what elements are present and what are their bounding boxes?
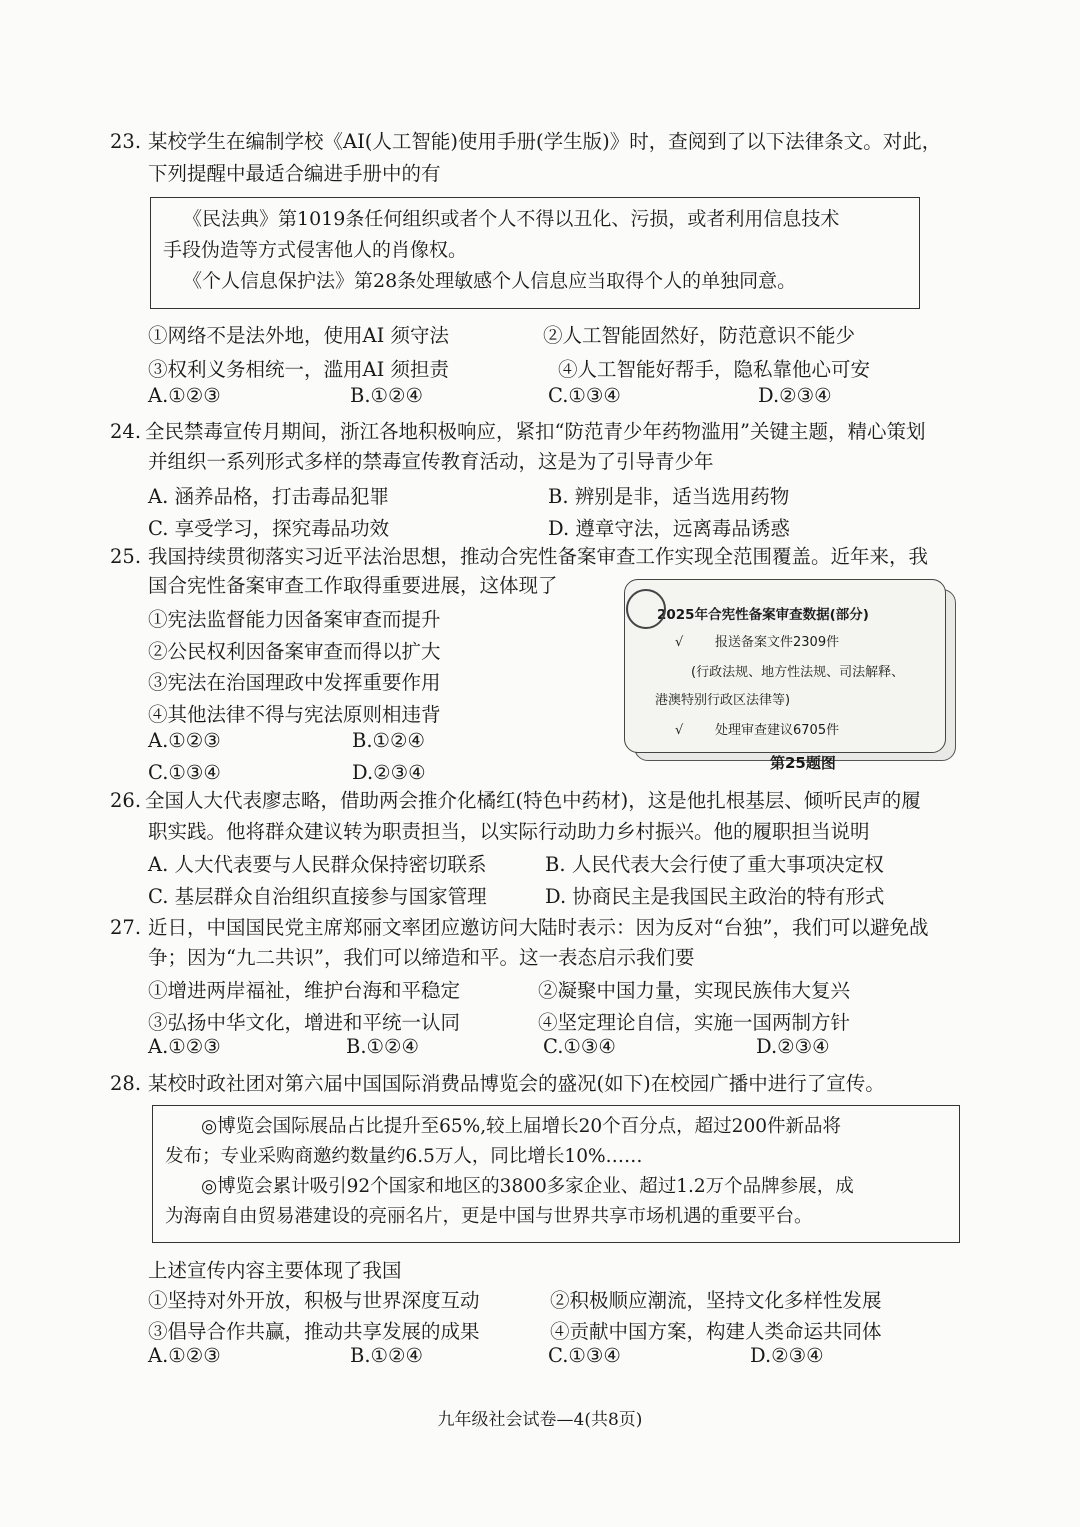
statement-item: ④其他法律不得与宪法原则相违背: [148, 703, 441, 726]
statement-item: ③弘扬中华文化，增进和平统一认同: [148, 1011, 461, 1034]
statement-item: ③权利义务相统一，滥用AI 须担责: [148, 358, 449, 381]
question-stem: 并组织一系列形式多样的禁毒宣传教育活动，这是为了引导青少年: [148, 450, 714, 473]
expo-text-line: 为海南自由贸易港建设的亮丽名片，更是中国与世界共享市场机遇的重要平台。: [165, 1206, 813, 1227]
statement-item: ④人工智能好帮手，隐私靠他心可安: [558, 358, 871, 381]
question-number: 28.: [110, 1072, 142, 1095]
choice-d[interactable]: D.②③④: [756, 1035, 830, 1058]
choice-a[interactable]: A. 人大代表要与人民群众保持密切联系: [148, 853, 487, 876]
choice-c[interactable]: C.①③④: [148, 761, 221, 784]
card-row: 处理审查建议6705件: [715, 723, 840, 738]
statement-item: ①坚持对外开放，积极与世界深度互动: [148, 1289, 480, 1312]
data-card-figure: [620, 575, 960, 780]
statement-item: ④贡献中国方案，构建人类命运共同体: [550, 1320, 882, 1343]
question-stem: 近日，中国国民党主席郑丽文率团应邀访问大陆时表示：因为反对“台独”，我们可以避免战: [148, 916, 929, 939]
question-stem: 某校时政社团对第六届中国国际消费品博览会的盛况(如下)在校园广播中进行了宣传。: [148, 1072, 885, 1095]
statement-item: ③宪法在治国理政中发挥重要作用: [148, 671, 441, 694]
choice-d[interactable]: D.②③④: [352, 761, 426, 784]
statement-item: ②积极顺应潮流，坚持文化多样性发展: [550, 1289, 882, 1312]
expo-text-box: [152, 1105, 960, 1243]
check-icon: √: [675, 635, 684, 650]
question-number: 23.: [110, 130, 142, 153]
page-footer: 九年级社会试卷—4(共8页): [437, 1410, 643, 1430]
choice-a[interactable]: A.①②③: [148, 1035, 221, 1058]
binder-ring-icon: [626, 589, 666, 629]
expo-text-line: 发布；专业采购商邀约数量约6.5万人，同比增长10%……: [165, 1146, 643, 1167]
question-stem: 下列提醒中最适合编进手册中的有: [148, 162, 441, 185]
choice-b[interactable]: B.①②④: [352, 729, 425, 752]
law-text-line: 《个人信息保护法》第28条处理敏感个人信息应当取得个人的单独同意。: [183, 270, 797, 292]
question-stem: 争；因为“九二共识”，我们可以缔造和平。这一表态启示我们要: [148, 946, 695, 969]
law-text-line: 《民法典》第1019条任何组织或者个人不得以丑化、污损，或者利用信息技术: [183, 208, 840, 230]
choice-a[interactable]: A.①②③: [148, 1344, 221, 1367]
choice-d[interactable]: D.②③④: [758, 384, 832, 407]
statement-item: ①网络不是法外地，使用AI 须守法: [148, 324, 449, 347]
choice-c[interactable]: C.①③④: [548, 1344, 621, 1367]
question-stem: 某校学生在编制学校《AI(人工智能)使用手册(学生版)》时，查阅到了以下法律条文。对此，: [148, 130, 942, 153]
choice-c[interactable]: C. 享受学习，探究毒品功效: [148, 517, 390, 540]
choice-c[interactable]: C.①③④: [543, 1035, 616, 1058]
card-row: 报送备案文件2309件: [715, 635, 840, 650]
data-card: [624, 579, 946, 753]
choice-a[interactable]: A. 涵养品格，打击毒品犯罪: [148, 485, 389, 508]
check-icon: √: [675, 723, 684, 738]
choice-b[interactable]: B.①②④: [346, 1035, 419, 1058]
statement-item: ④坚定理论自信，实施一国两制方针: [538, 1011, 851, 1034]
statement-item: ①宪法监督能力因备案审查而提升: [148, 608, 441, 631]
law-text-box: [150, 197, 920, 309]
question-stem: 全国人大代表廖志略，借助两会推介化橘红(特色中药材)，这是他扎根基层、倾听民声的履: [145, 789, 921, 812]
choice-d[interactable]: D. 遵章守法，远离毒品诱惑: [548, 517, 790, 540]
question-number: 27.: [110, 916, 142, 939]
choice-b[interactable]: B. 人民代表大会行使了重大事项决定权: [545, 853, 884, 876]
choice-a[interactable]: A.①②③: [148, 384, 221, 407]
card-title: 2025年合宪性备案审查数据(部分): [657, 607, 869, 623]
choice-b[interactable]: B.①②④: [350, 384, 423, 407]
question-number: 26.: [110, 789, 142, 812]
question-stem: 国合宪性备案审查工作取得重要进展，这体现了: [148, 574, 558, 597]
choice-d[interactable]: D. 协商民主是我国民主政治的特有形式: [545, 885, 885, 908]
question-prompt: 上述宣传内容主要体现了我国: [148, 1259, 402, 1282]
card-row: (行政法规、地方性法规、司法解释、: [691, 665, 905, 680]
choice-b[interactable]: B.①②④: [350, 1344, 423, 1367]
figure-caption: 第25题图: [770, 754, 836, 772]
statement-item: ②人工智能固然好，防范意识不能少: [543, 324, 856, 347]
statement-item: ③倡导合作共赢，推动共享发展的成果: [148, 1320, 480, 1343]
question-number: 24.: [110, 420, 142, 443]
choice-c[interactable]: C.①③④: [548, 384, 621, 407]
question-stem: 全民禁毒宣传月期间，浙江各地积极响应，紧扣“防范青少年药物滥用”关键主题，精心策划: [145, 420, 926, 443]
choice-a[interactable]: A.①②③: [148, 729, 221, 752]
statement-item: ①增进两岸福祉，维护台海和平稳定: [148, 979, 461, 1002]
question-stem: 职实践。他将群众建议转为职责担当，以实际行动助力乡村振兴。他的履职担当说明: [148, 820, 870, 843]
choice-b[interactable]: B. 辨别是非，适当选用药物: [548, 485, 790, 508]
question-stem: 我国持续贯彻落实习近平法治思想，推动合宪性备案审查工作实现全范围覆盖。近年来，我: [148, 545, 929, 568]
question-number: 25.: [110, 545, 142, 568]
expo-text-line: ◎博览会国际展品占比提升至65%,较上届增长20个百分点，超过200件新品将: [201, 1116, 841, 1137]
law-text-line: 手段伪造等方式侵害他人的肖像权。: [163, 239, 468, 261]
expo-text-line: ◎博览会累计吸引92个国家和地区的3800多家企业、超过1.2万个品牌参展，成: [201, 1176, 854, 1197]
choice-c[interactable]: C. 基层群众自治组织直接参与国家管理: [148, 885, 487, 908]
card-row: 港澳特别行政区法律等): [655, 693, 791, 708]
choice-d[interactable]: D.②③④: [750, 1344, 824, 1367]
statement-item: ②公民权利因备案审查而得以扩大: [148, 640, 441, 663]
statement-item: ②凝聚中国力量，实现民族伟大复兴: [538, 979, 851, 1002]
